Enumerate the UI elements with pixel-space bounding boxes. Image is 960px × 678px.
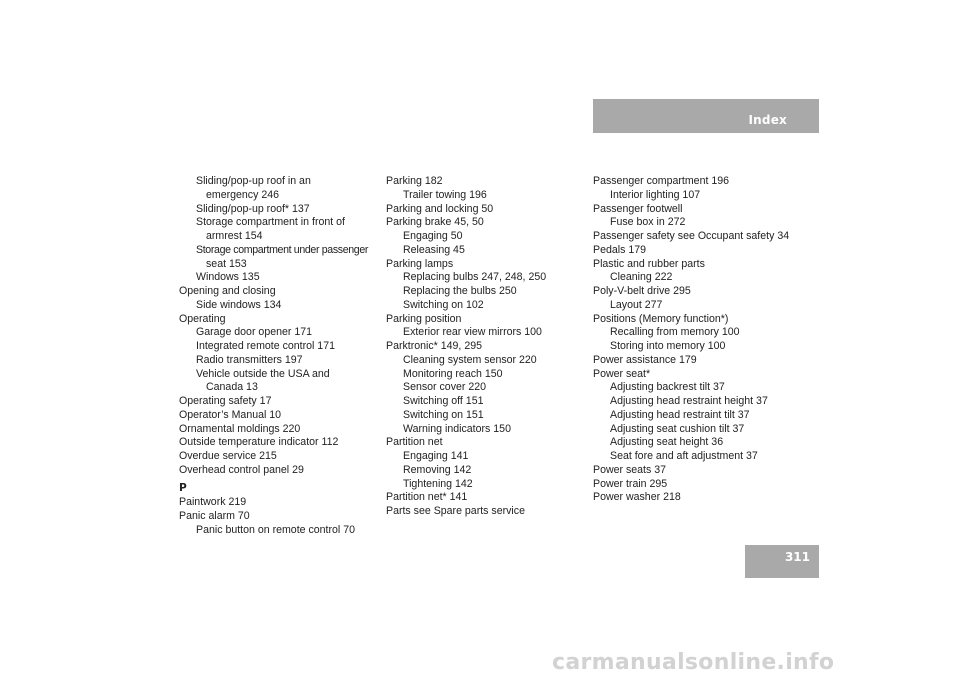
index-subentry: Sensor cover 220 xyxy=(403,381,487,394)
index-entry: Overdue service 215 xyxy=(179,450,277,462)
index-entry: Power train 295 xyxy=(593,477,668,490)
index-subentry: Garage door opener 171 xyxy=(196,326,313,339)
index-subentry: Switching on 151 xyxy=(403,408,484,421)
index-subentry: Cleaning system sensor 220 xyxy=(403,353,537,366)
page-number: 311 xyxy=(784,550,810,564)
index-subentry: Replacing bulbs 247, 248, 250 xyxy=(403,271,547,284)
index-entry: Power washer 218 xyxy=(593,491,681,504)
index-subentry: Monitoring reach 150 xyxy=(403,367,503,380)
index-subentry: Vehicle outside the USA and xyxy=(196,367,330,380)
index-subentry: seat 153 xyxy=(206,257,247,270)
index-subentry: Adjusting seat cushion tilt 37 xyxy=(610,422,745,435)
index-entry: Overhead control panel 29 xyxy=(179,463,304,476)
index-entry: Panic alarm 70 xyxy=(179,510,250,522)
index-entry: Parts see Spare parts service xyxy=(386,505,525,517)
index-entry: Poly-V-belt drive 295 xyxy=(593,285,691,297)
section-header-tab xyxy=(593,99,819,133)
index-column-2 xyxy=(386,175,586,519)
index-subentry: Releasing 45 xyxy=(403,243,465,256)
index-subentry: Adjusting head restraint height 37 xyxy=(610,395,768,407)
index-entry: Paintwork 219 xyxy=(179,496,247,509)
index-entry: Power assistance 179 xyxy=(593,353,697,366)
index-entry: Parking position xyxy=(386,312,462,325)
index-subentry: Integrated remote control 171 xyxy=(196,340,335,352)
index-entry: Plastic and rubber parts xyxy=(593,257,705,270)
index-subentry: Removing 142 xyxy=(403,463,472,476)
index-subentry: Storing into memory 100 xyxy=(610,340,726,352)
index-subentry: Trailer towing 196 xyxy=(403,188,487,201)
index-subentry: Interior lighting 107 xyxy=(610,188,701,201)
index-subentry: Adjusting backrest tilt 37 xyxy=(610,381,725,394)
index-subentry: Engaging 141 xyxy=(403,450,469,462)
index-subentry: Replacing the bulbs 250 xyxy=(403,285,517,297)
index-subentry: Exterior rear view mirrors 100 xyxy=(403,326,542,339)
index-subentry: Layout 277 xyxy=(610,298,663,311)
index-entry: Ornamental moldings 220 xyxy=(179,422,301,435)
index-subentry: Recalling from memory 100 xyxy=(610,326,740,339)
index-subentry: Storage compartment under passenger xyxy=(196,243,369,256)
page-number-tab xyxy=(745,545,819,578)
index-subentry: Tightening 142 xyxy=(403,477,473,490)
index-subentry: Seat fore and aft adjustment 37 xyxy=(610,450,758,462)
index-entry: Operator’s Manual 10 xyxy=(179,408,282,421)
index-entry: Operating xyxy=(179,312,226,325)
index-entry: Parking brake 45, 50 xyxy=(386,216,484,229)
watermark: carmanualsonline.info xyxy=(552,650,835,675)
index-column-3 xyxy=(593,175,813,505)
index-entry: Parking lamps xyxy=(386,257,454,270)
index-letter-heading: P xyxy=(179,481,187,494)
index-entry: Power seats 37 xyxy=(593,463,667,476)
index-subentry: Switching off 151 xyxy=(403,395,484,407)
index-subentry: Switching on 102 xyxy=(403,298,484,311)
index-subentry: Canada 13 xyxy=(206,381,258,394)
index-subentry: Storage compartment in front of xyxy=(196,216,345,229)
index-entry: Passenger footwell xyxy=(593,202,683,215)
section-title: Index xyxy=(748,113,787,127)
index-subentry: emergency 246 xyxy=(206,188,280,201)
index-entry: Partition net xyxy=(386,436,443,449)
index-entry: Passenger safety see Occupant safety 34 xyxy=(593,230,790,242)
index-entry: Parking 182 xyxy=(386,175,443,187)
index-subentry: Radio transmitters 197 xyxy=(196,353,303,366)
index-entry: Parking and locking 50 xyxy=(386,202,494,215)
index-entry: Partition net* 141 xyxy=(386,491,468,504)
index-entry: Positions (Memory function*) xyxy=(593,312,729,325)
index-subentry: Sliding/pop-up roof* 137 xyxy=(196,202,310,215)
index-subentry: armrest 154 xyxy=(206,230,263,242)
index-entry: Outside temperature indicator 112 xyxy=(179,436,339,449)
index-subentry: Windows 135 xyxy=(196,271,260,284)
index-column-1 xyxy=(179,175,379,538)
index-subentry: Side windows 134 xyxy=(196,298,282,311)
index-entry: Parktronic* 149, 295 xyxy=(386,340,482,352)
index-subentry: Warning indicators 150 xyxy=(403,422,511,435)
index-subentry: Sliding/pop-up roof in an xyxy=(196,175,311,187)
index-subentry: Panic button on remote control 70 xyxy=(196,523,356,536)
index-entry: Power seat* xyxy=(593,367,651,380)
index-subentry: Adjusting seat height 36 xyxy=(610,436,724,449)
index-subentry: Fuse box in 272 xyxy=(610,216,686,229)
index-entry: Passenger compartment 196 xyxy=(593,175,730,187)
index-entry: Opening and closing xyxy=(179,285,276,297)
index-subentry: Cleaning 222 xyxy=(610,271,673,284)
index-subentry: Adjusting head restraint tilt 37 xyxy=(610,408,750,421)
index-entry: Operating safety 17 xyxy=(179,395,272,407)
index-subentry: Engaging 50 xyxy=(403,230,463,242)
index-entry: Pedals 179 xyxy=(593,243,647,256)
